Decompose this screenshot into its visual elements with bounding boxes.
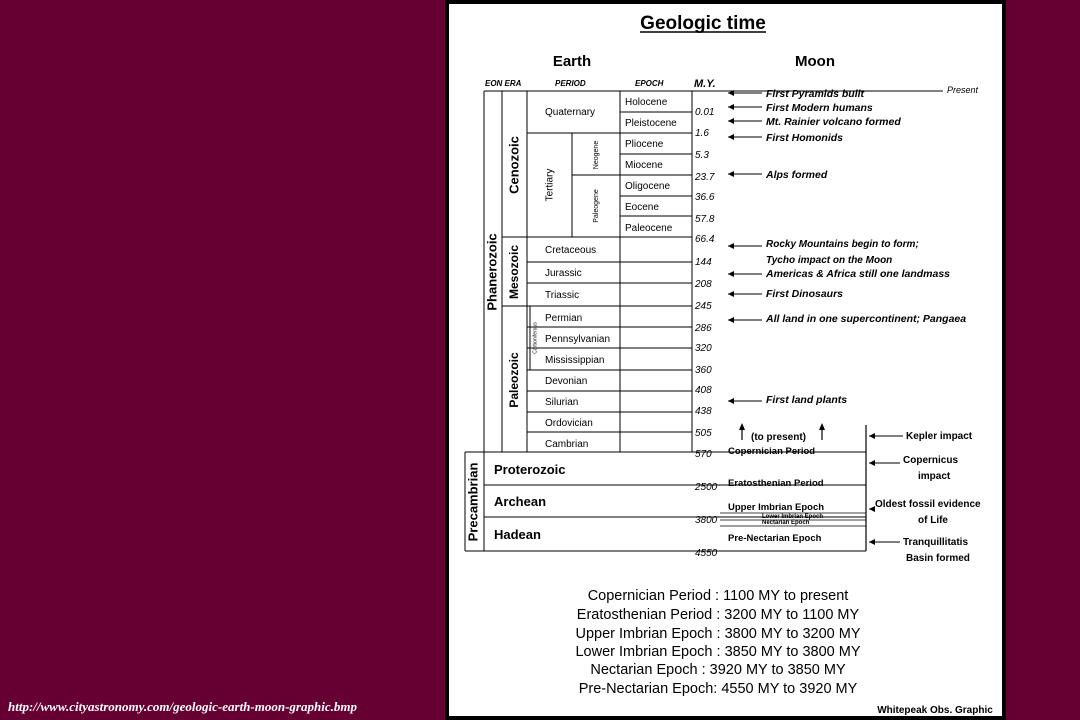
my-value: 245 bbox=[695, 301, 712, 312]
hadean-label: Hadean bbox=[494, 527, 541, 542]
epoch-label: Oligocene bbox=[625, 181, 671, 192]
fossil-life-label: of Life bbox=[918, 515, 948, 526]
kepler-impact-label: Kepler impact bbox=[906, 431, 973, 442]
kepler-event-arrowhead bbox=[869, 433, 875, 439]
cenozoic-label: Cenozoic bbox=[506, 136, 522, 194]
period-label: Cretaceous bbox=[545, 245, 597, 256]
mesozoic-label: Mesozoic bbox=[507, 244, 522, 300]
earth-event-8-arrowhead bbox=[728, 291, 734, 297]
period-label: Pennsylvanian bbox=[545, 334, 611, 345]
my-value: 505 bbox=[695, 428, 712, 439]
earth-event-10-arrowhead bbox=[728, 398, 734, 404]
to-present-label: (to present) bbox=[751, 432, 806, 443]
epoch-label: Holocene bbox=[625, 97, 668, 108]
earth-event-5-arrowhead bbox=[728, 243, 734, 249]
my-value: 286 bbox=[695, 323, 712, 334]
period-label: Triassic bbox=[545, 290, 580, 301]
my-value: 1.6 bbox=[695, 128, 709, 139]
epoch-header: EPOCH bbox=[635, 79, 664, 88]
my-value: 570 bbox=[695, 449, 712, 460]
epoch-label: Pliocene bbox=[625, 139, 664, 150]
period-label: Silurian bbox=[545, 397, 579, 408]
my-value: 320 bbox=[695, 343, 712, 354]
tranquillitatis-label: Tranquillitatis bbox=[903, 537, 969, 548]
my-value: 360 bbox=[695, 365, 712, 376]
phanerozoic-label: Phanerozoic bbox=[484, 233, 500, 311]
earth-event-label: First Pyramids built bbox=[766, 88, 865, 100]
earth-event-1-arrowhead bbox=[728, 104, 734, 110]
earth-event-label: Mt. Rainier volcano formed bbox=[766, 116, 901, 128]
earth-event-label: First Dinosaurs bbox=[766, 288, 844, 300]
copernicus-label: Copernicus bbox=[903, 455, 959, 466]
earth-event-label: All land in one supercontinent; Pangaea bbox=[766, 313, 967, 325]
period-label: Permian bbox=[545, 313, 583, 324]
epoch-label: Miocene bbox=[625, 160, 663, 171]
earth-event-9-arrowhead bbox=[728, 317, 734, 323]
legend-line: Nectarian Epoch : 3920 MY to 3850 MY bbox=[590, 662, 846, 678]
tranquillitatis-event-arrowhead bbox=[869, 539, 875, 545]
neogene-label: Neogene bbox=[592, 140, 600, 170]
earth-event-label: First Homonids bbox=[766, 132, 844, 144]
earth-event-label: Americas & Africa still one landmass bbox=[766, 268, 951, 280]
epoch-label: Paleocene bbox=[625, 223, 673, 234]
paleogene-label: Paleogene bbox=[592, 189, 600, 223]
my-header: M.Y. bbox=[694, 78, 716, 90]
earth-event-label: First land plants bbox=[766, 394, 848, 406]
copernician-period-label: Copernician Period bbox=[728, 446, 816, 457]
moon-column bbox=[728, 423, 981, 564]
moon-heading: Moon bbox=[795, 53, 835, 70]
my-value: 3800 bbox=[695, 515, 718, 526]
carboniferous-label: Carboniferous bbox=[532, 322, 539, 354]
period-label: Ordovician bbox=[545, 418, 593, 429]
to-present-arrowhead-left bbox=[739, 423, 745, 430]
earth-event-label: Rocky Mountains begin to form; bbox=[766, 239, 919, 250]
earth-event-label: First Modern humans bbox=[766, 102, 873, 114]
legend-line: Lower Imbrian Epoch : 3850 MY to 3800 MY bbox=[575, 644, 861, 660]
tertiary-label: Tertiary bbox=[544, 168, 556, 202]
paleozoic-label: Paleozoic bbox=[507, 352, 522, 408]
my-value: 5.3 bbox=[695, 150, 709, 161]
copernicus-event-arrowhead bbox=[869, 460, 875, 466]
legend-line: Eratosthenian Period : 3200 MY to 1100 MY bbox=[576, 607, 860, 623]
period-label: Mississippian bbox=[545, 355, 605, 366]
period-label: Cambrian bbox=[545, 439, 589, 450]
epoch-label: Eocene bbox=[625, 202, 659, 213]
earth-event-label: Alps formed bbox=[766, 169, 828, 181]
legend-line: Upper Imbrian Epoch : 3800 MY to 3200 MY bbox=[575, 626, 861, 642]
present-label: Present bbox=[947, 85, 979, 95]
my-value: 0.01 bbox=[695, 107, 715, 118]
nectarian-label: Nectarian Epoch bbox=[762, 520, 810, 526]
my-value: 208 bbox=[695, 279, 712, 290]
earth-event-label: Tycho impact on the Moon bbox=[766, 255, 893, 266]
copernicus-impact-label: impact bbox=[918, 471, 951, 482]
archean-label: Archean bbox=[494, 494, 547, 509]
pre-nectarian-label: Pre-Nectarian Epoch bbox=[728, 533, 822, 544]
my-value: 408 bbox=[695, 385, 712, 396]
eon-era-header: EON ERA bbox=[485, 79, 522, 88]
chart-labels bbox=[465, 97, 717, 559]
legend-line: Pre-Nectarian Epoch: 4550 MY to 3920 MY bbox=[578, 681, 858, 697]
geologic-time-diagram bbox=[449, 4, 1002, 716]
diagram-panel bbox=[449, 4, 1002, 716]
earth-event-2-arrowhead bbox=[728, 118, 734, 124]
source-url: http://www.cityastronomy.com/geologic-earth-moon-graphic.bmp bbox=[8, 699, 357, 714]
my-value: 57.8 bbox=[695, 214, 715, 225]
diagram-title: Geologic time bbox=[640, 13, 766, 34]
my-value: 23.7 bbox=[695, 172, 715, 183]
period-header: PERIOD bbox=[555, 79, 586, 88]
basin-formed-label: Basin formed bbox=[906, 553, 970, 564]
my-value: 4550 bbox=[695, 548, 718, 559]
period-label: Quaternary bbox=[545, 107, 596, 118]
legend-line: Copernician Period : 1100 MY to present bbox=[587, 588, 849, 604]
eratosthenian-period-label: Eratosthenian Period bbox=[728, 478, 824, 489]
lower-imbrian-label: Lower Imbrian Epoch bbox=[762, 514, 824, 520]
proterozoic-label: Proterozoic bbox=[494, 462, 566, 477]
epoch-label: Pleistocene bbox=[625, 118, 677, 129]
fossil-evidence-label: Oldest fossil evidence bbox=[875, 499, 981, 510]
earth-event-4-arrowhead bbox=[728, 171, 734, 177]
moon-period-legend bbox=[575, 588, 860, 697]
precambrian-label: Precambrian bbox=[465, 462, 481, 542]
my-value: 66.4 bbox=[695, 234, 715, 245]
my-value: 438 bbox=[695, 406, 712, 417]
earth-heading: Earth bbox=[552, 53, 592, 70]
credit-text: Whitepeak Obs. Graphic bbox=[877, 705, 993, 716]
period-label: Jurassic bbox=[545, 268, 582, 279]
period-label: Devonian bbox=[545, 376, 588, 387]
my-value: 144 bbox=[695, 257, 712, 268]
earth-event-7-arrowhead bbox=[728, 271, 734, 277]
my-value: 36.6 bbox=[695, 192, 715, 203]
to-present-arrowhead-right bbox=[819, 423, 825, 430]
my-value: 2500 bbox=[695, 482, 718, 493]
upper-imbrian-label: Upper Imbrian Epoch bbox=[728, 502, 825, 513]
earth-event-3-arrowhead bbox=[728, 134, 734, 140]
